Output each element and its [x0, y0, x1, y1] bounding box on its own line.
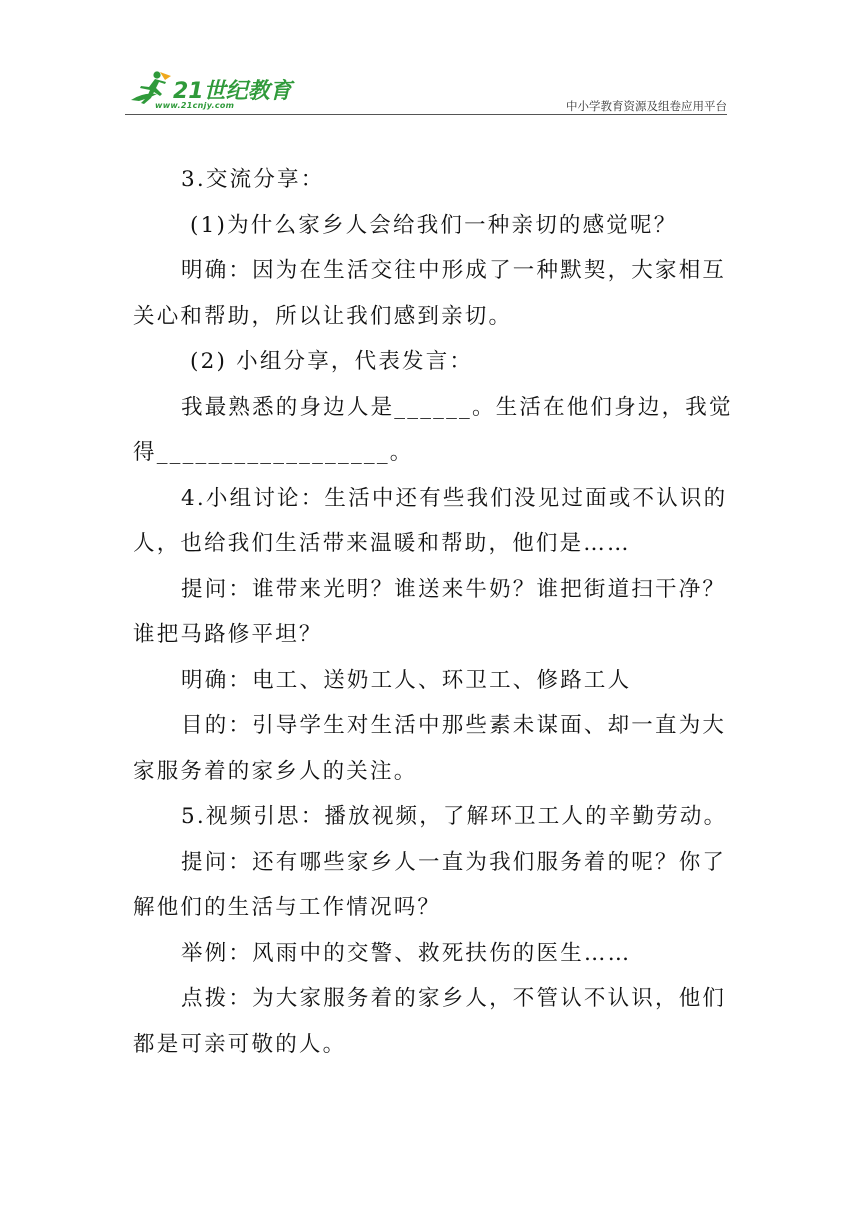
header-divider: [125, 114, 727, 115]
paragraph: 点拨：为大家服务着的家乡人，不管认不认识，他们都是可亲可敬的人。: [133, 986, 727, 1057]
document-body: [133, 157, 733, 1067]
paragraph: 目的：引导学生对生活中那些素未谋面、却一直为大家服务着的家乡人的关注。: [133, 713, 727, 784]
paragraph: 举例：风雨中的交警、救死扶伤的医生……: [181, 940, 632, 966]
paragraph: 4.小组讨论：生活中还有些我们没见过面或不认识的人，也给我们生活带来温暖和帮助，他们是……: [133, 485, 728, 556]
paragraph: 提问：还有哪些家乡人一直为我们服务着的呢？你了解他们的生活与工作情况吗？: [133, 849, 727, 920]
paragraph: 提问：谁带来光明？谁送来牛奶？谁把街道扫干净？谁把马路修平坦？: [133, 576, 727, 647]
paragraph: 5.视频引思：播放视频，了解环卫工人的辛勤劳动。: [181, 804, 728, 829]
paragraph: 我最熟悉的身边人是______。生活在他们身边，我觉得__________________。: [133, 394, 733, 465]
paragraph: (1)为什么家乡人会给我们一种亲切的感觉呢？: [181, 212, 678, 238]
paragraph: (2) 小组分享，代表发言：: [181, 349, 474, 374]
page-header: [125, 64, 727, 116]
paragraph: 明确：因为在生活交往中形成了一种默契，大家相互关心和帮助，所以让我们感到亲切。: [133, 258, 727, 329]
header-tagline: 中小学教育资源及组卷应用平台: [566, 99, 727, 113]
logo-url-text: www.21cnjy.com: [155, 101, 235, 110]
paragraph: 3.交流分享：: [181, 167, 325, 192]
logo-brand-text: 21世纪教育: [173, 79, 292, 104]
paragraph: 明确：电工、送奶工人、环卫工、修路工人: [181, 667, 632, 693]
logo: [125, 64, 295, 112]
